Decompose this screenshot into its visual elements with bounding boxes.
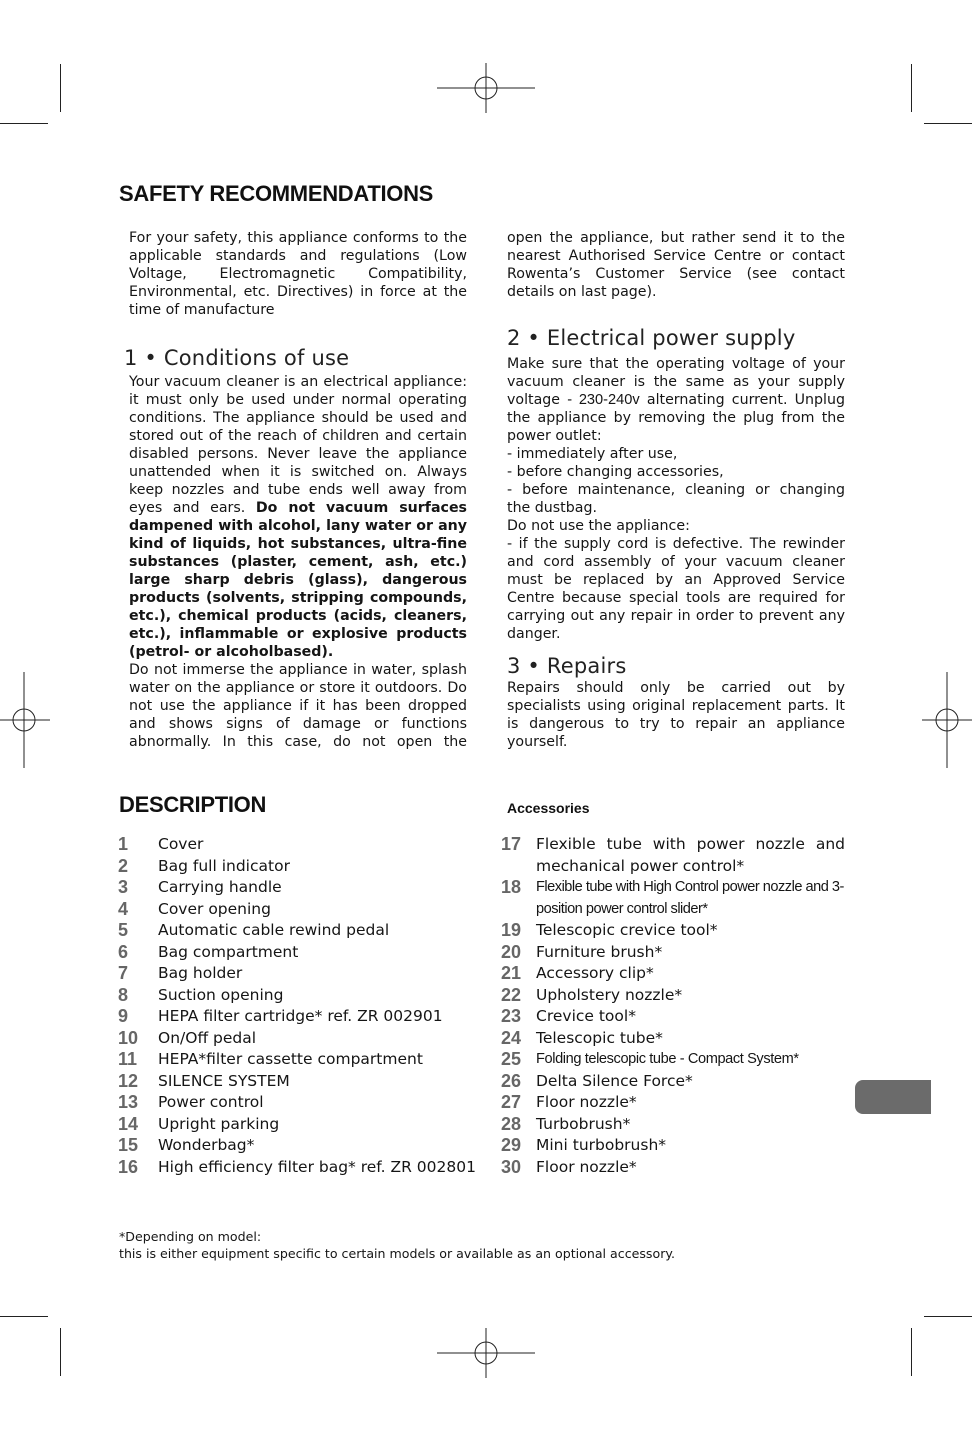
list-item	[118, 1071, 478, 1093]
parts-list	[118, 834, 478, 1178]
electrical-intro	[507, 355, 845, 445]
item-number: 22	[501, 984, 522, 1005]
item-number: 13	[118, 1092, 139, 1112]
item-number: 15	[118, 1135, 139, 1155]
item-label: Telescopic crevice tool*	[536, 921, 718, 939]
item-number: 5	[118, 920, 129, 940]
list-item	[118, 1114, 478, 1136]
list-item	[501, 1135, 846, 1157]
repairs-text: Repairs should only be carried out by specialists using original replacement parts. It is dangerous to try to repair an appliance yourself.	[507, 680, 845, 750]
item-number: 17	[501, 834, 522, 854]
accessories-list	[501, 834, 846, 1178]
list-item	[501, 920, 846, 942]
conditions-heading: 1 • Conditions of use	[124, 346, 350, 370]
item-number: 4	[118, 898, 129, 919]
footnote-line-1: *Depending on model:	[119, 1229, 262, 1244]
item-label: Furniture brush*	[536, 942, 663, 961]
item-number: 12	[118, 1070, 139, 1091]
item-number: 3	[118, 877, 129, 897]
item-number: 24	[501, 1027, 522, 1048]
item-label: Bag full indicator	[158, 856, 290, 875]
registration-mark-bottom	[437, 1328, 535, 1378]
item-number: 20	[501, 941, 522, 962]
item-number: 16	[118, 1156, 139, 1177]
conditions-warning: Do not vacuum surfaces dampened with alcohol, lany water or any kind of liquids, hot substances, ultra-fine substances (plaster, cement, ash, etc.) large sharp debris (glass), dangerous products (solvents, stripping compounds, etc.), chemical products (acids, cleaners, etc.), inflammable or explosive products (petrol- or alcoholbased).	[129, 500, 468, 660]
electrical-voltage: - 230-240v	[567, 392, 640, 408]
conditions-text-after: Do not immerse the appliance in water, splash water on the appliance or store it outdoors. Do not use the appliance if it has been dropped and shows signs of damage or functions abnormally. In this case, do not open the	[129, 662, 467, 750]
item-number: 10	[118, 1027, 139, 1048]
item-label: SILENCE SYSTEM	[158, 1071, 290, 1090]
list-item	[501, 963, 846, 985]
crop-mark	[924, 1316, 972, 1317]
item-number: 21	[501, 963, 522, 983]
item-label: Mini turbobrush*	[536, 1136, 667, 1154]
list-item	[501, 877, 846, 920]
safety-title: SAFETY RECOMMENDATIONS	[119, 181, 434, 206]
list-item	[118, 1028, 478, 1050]
item-number: 8	[118, 984, 129, 1005]
item-label: Automatic cable rewind pedal	[158, 921, 390, 939]
item-number: 7	[118, 963, 129, 983]
item-number: 23	[501, 1006, 522, 1026]
item-number: 28	[501, 1113, 522, 1134]
accessories-title: Accessories	[507, 800, 590, 816]
list-item	[501, 942, 846, 964]
item-label: On/Off pedal	[158, 1028, 257, 1047]
conditions-text-normal: Your vacuum cleaner is an electrical appliance: it must only be used under normal operating conditions. The appliance should be used and stored out of the reach of children and certain disabled persons. Never leave the appliance unattended when it is switched on. Always keep nozzles and tube ends well away from eyes and ears.	[129, 374, 467, 516]
item-label: Folding telescopic tube - Compact System*	[536, 1051, 799, 1067]
list-item	[118, 1049, 478, 1071]
item-number: 27	[501, 1092, 522, 1112]
item-number: 29	[501, 1135, 522, 1155]
item-number: 25	[501, 1049, 522, 1069]
list-item	[118, 1157, 478, 1179]
item-number: 6	[118, 941, 129, 962]
item-number: 14	[118, 1113, 139, 1134]
description-title: DESCRIPTION	[119, 792, 267, 817]
registration-mark-left	[0, 672, 50, 768]
item-number: 11	[118, 1049, 138, 1069]
safety-intro: For your safety, this appliance conforms to the applicable standards and regulations (Low Voltage, Electromagnetic Compatibility, Environmental, etc. Directives) in force at the time of manufacture	[129, 230, 467, 318]
electrical-do-not: Do not use the appliance:	[507, 518, 690, 534]
item-label: Suction opening	[158, 985, 284, 1004]
crop-mark	[60, 64, 61, 112]
item-label: Cover	[158, 835, 204, 853]
electrical-heading: 2 • Electrical power supply	[507, 326, 796, 350]
item-label: Bag compartment	[158, 942, 299, 961]
item-label: Flexible tube with High Control power nozzle and 3-position power control slider*	[536, 879, 844, 917]
crop-mark	[60, 1328, 61, 1376]
electrical-bullet-4: - if the supply cord is defective. The rewinder and cord assembly of your vacuum cleaner must be replaced by an Approved Service Centre because special tools are required for carrying out any repair in order to prevent any danger.	[507, 536, 845, 642]
item-label: Bag holder	[158, 964, 243, 982]
item-label: Floor nozzle*	[536, 1093, 637, 1111]
crop-mark	[0, 123, 48, 124]
list-item	[501, 1071, 846, 1093]
electrical-intro-a: Make sure that the operating voltage of your vacuum cleaner is the same as your supply voltage	[507, 356, 845, 408]
list-item	[118, 942, 478, 964]
crop-mark	[924, 123, 972, 124]
item-label: Flexible tube with power nozzle and mechanical power control*	[536, 835, 845, 875]
conditions-continuation: open the appliance, but rather send it to the nearest Authorised Service Centre or contact Rowenta’s Customer Service (see contact details on last page).	[507, 230, 845, 300]
list-item	[118, 920, 478, 942]
item-label: Carrying handle	[158, 878, 282, 896]
language-tab	[855, 1080, 931, 1114]
item-label: Cover opening	[158, 899, 271, 918]
electrical-bullet-3: - before maintenance, cleaning or changing the dustbag.	[507, 482, 845, 516]
list-item	[501, 985, 846, 1007]
list-item	[501, 1114, 846, 1136]
item-label: Floor nozzle*	[536, 1157, 637, 1176]
item-label: Power control	[158, 1093, 264, 1111]
item-number: 9	[118, 1006, 129, 1026]
item-number: 2	[118, 855, 129, 876]
conditions-text	[129, 373, 467, 661]
list-item	[118, 899, 478, 921]
item-number: 26	[501, 1070, 522, 1091]
list-item	[118, 834, 478, 856]
list-item	[118, 985, 478, 1007]
list-item	[501, 834, 846, 877]
list-item	[118, 877, 478, 899]
item-label: Delta Silence Force*	[536, 1071, 693, 1090]
list-item	[501, 1028, 846, 1050]
list-item	[118, 963, 478, 985]
electrical-bullet-1: - immediately after use,	[507, 446, 678, 462]
item-label: Accessory clip*	[536, 964, 654, 982]
list-item	[118, 856, 478, 878]
footnote-line-2: this is either equipment specific to certain models or available as an optional accessory.	[119, 1246, 676, 1261]
list-item	[501, 1006, 846, 1028]
item-number: 1	[118, 834, 129, 854]
registration-mark-right	[922, 672, 972, 768]
item-label: Telescopic tube*	[536, 1028, 663, 1047]
list-item	[118, 1006, 478, 1028]
item-label: Upright parking	[158, 1114, 280, 1133]
crop-mark	[911, 1328, 912, 1376]
item-number: 30	[501, 1156, 522, 1177]
item-label: Wonderbag*	[158, 1136, 255, 1154]
list-item	[501, 1092, 846, 1114]
electrical-bullet-2: - before changing accessories,	[507, 464, 724, 480]
item-label: Upholstery nozzle*	[536, 985, 683, 1004]
list-item	[501, 1049, 846, 1071]
item-label: HEPA*filter cassette compartment	[158, 1050, 423, 1068]
list-item	[118, 1135, 478, 1157]
item-label: Turbobrush*	[536, 1114, 631, 1133]
item-label: High efficiency filter bag* ref. ZR 002801	[158, 1157, 476, 1176]
list-item	[501, 1157, 846, 1179]
registration-mark-top	[437, 63, 535, 113]
crop-mark	[911, 64, 912, 112]
electrical-intro-b: alternating current. Unplug the appliance by removing the plug from the power outlet:	[507, 392, 845, 444]
item-label: Crevice tool*	[536, 1007, 636, 1025]
crop-mark	[0, 1316, 48, 1317]
item-number: 19	[501, 920, 522, 940]
item-label: HEPA filter cartridge* ref. ZR 002901	[158, 1007, 443, 1025]
list-item	[118, 1092, 478, 1114]
repairs-heading: 3 • Repairs	[507, 654, 627, 678]
item-number: 18	[501, 877, 522, 897]
